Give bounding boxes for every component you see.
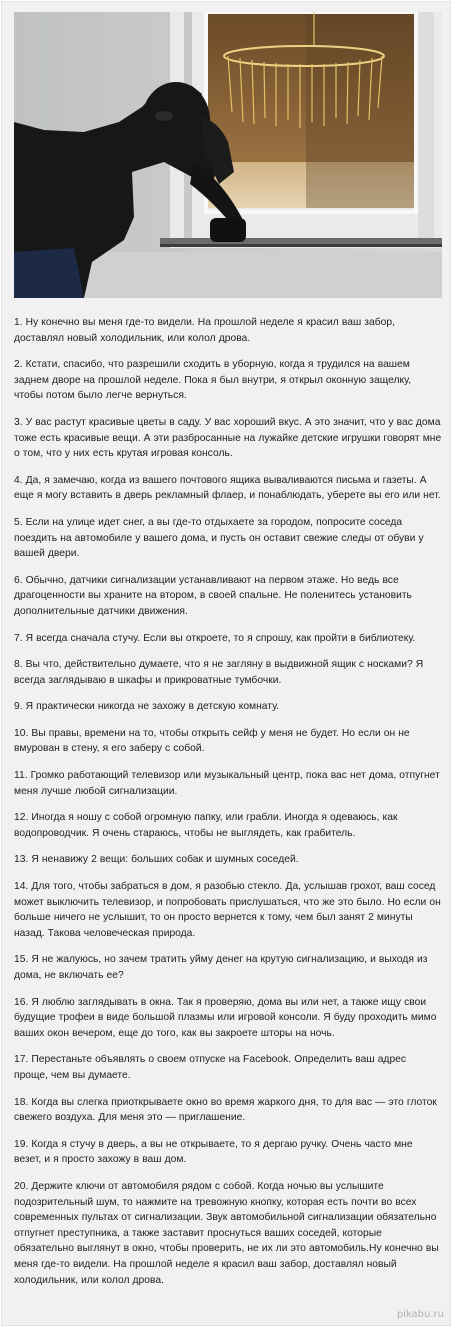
- tip-item: 12. Иногда я ношу с собой огромную папку, или грабли. Иногда я одеваюсь, как водопроводчик. Я очень стараюсь, чтобы не выглядеть, как грабитель.: [14, 812, 398, 839]
- tip-item: 1. Ну конечно вы меня где-то видели. На прошлой неделе я красил ваш забор, доставлял новый холодильник, или колол дрова.: [14, 317, 395, 344]
- tip-item: 5. Если на улице идет снег, а вы где-то отдыхаете за городом, попросите соседа поездить на автомобиле у вашего дома, и пусть он оставит свежие следы от обуви у вашей двери.: [14, 516, 424, 560]
- tip-item: 13. Я ненавижу 2 вещи: больших собак и шумных соседей.: [14, 854, 299, 866]
- tip-item: 7. Я всегда сначала стучу. Если вы откроете, то я спрошу, как пройти в библиотеку.: [14, 632, 416, 644]
- tip-item: 11. Громко работающий телевизор или музыкальный центр, пока вас нет дома, отпугнет меня лучше любой сигнализации.: [14, 770, 440, 797]
- site-watermark: pikabu.ru: [396, 1309, 444, 1320]
- tip-item: 18. Когда вы слегка приоткрываете окно во время жаркого дня, то для вас — это глоток свежего воздуха. Для меня это — приглашение.: [14, 1096, 437, 1124]
- tip-item: 10. Вы правы, времени на то, чтобы открыть сейф у меня не будет. Но если он не вмурован в стену, я его заберу с собой.: [14, 727, 410, 755]
- tip-item: 2. Кстати, спасибо, что разрешили сходить в уборную, когда я трудился на вашем заднем дворе на прошлой неделе. Пока я был внутри, я открыл оконную защелку, чтобы потом было легче вернуться.: [14, 359, 412, 402]
- tip-item: 6. Обычно, датчики сигнализации устанавливают на первом этаже. Но ведь все драгоценности вы храните на втором, в своей спальне. Не поленитесь установить дополнительные датчики движения.: [14, 574, 412, 617]
- tip-item: 3. У вас растут красивые цветы в саду. У вас хороший вкус. А это значит, что у вас дома тоже есть красивые вещи. А эти разбросанные на лужайке детские игрушки говорят мне о том, что у них есть крутая игровая консоль.: [14, 416, 442, 460]
- tip-item: 8. Вы что, действительно думаете, что я не загляну в выдвижной ящик с носками? Я всегда заглядываю в шкафы и прикроватные тумбочки.: [14, 659, 424, 686]
- tip-item: 15. Я не жалуюсь, но зачем тратить уйму денег на крутую сигнализацию, и выходя из дома, не включать ее?: [14, 954, 428, 981]
- tip-item: 14. Для того, чтобы забраться в дом, я разобью стекло. Да, услышав грохот, ваш сосед может выключить телевизор, и попробовать прислушаться, что же это было. Но если он больше ничего не услышит, то он просто вернется к тому, чем был занят 2 минуты назад. Такова человеческая природа.: [14, 881, 441, 939]
- tip-item: 20. Держите ключи от автомобиля рядом с собой. Когда ночью вы услышите подозрительный шум, то нажмите на тревожную кнопку, которая есть почти во всех современных пультах от сигнализации. Звук автомобильной сигнализации обязательно отпугнет преступника, а также заставит проснуться ваших соседей, которые обязательно выглянут в окно, чтобы проверить, не их ли это автомобиль.Ну конечно вы меня где-то видели. На прошлой неделе я красил ваш забор, доставлял новый холодильник, или колол дрова.: [14, 1180, 439, 1286]
- post-card: [1, 1, 451, 1326]
- tip-item: 16. Я люблю заглядывать в окна. Так я проверяю, дома вы или нет, а также ищу свои будущие трофеи в виде большой плазмы или игровой консоли. Я буду проходить мимо ваших окон вечером, еще до того, как вы закроете шторы на ночь.: [14, 996, 437, 1039]
- tip-item: 17. Перестаньте объявлять о своем отпуске на Facebook. Определить ваш адрес проще, чем вы думаете.: [14, 1054, 407, 1081]
- tip-item: 19. Когда я стучу в дверь, а вы не открываете, то я дергаю ручку. Очень часто мне везет, и я просто захожу в ваш дом.: [14, 1138, 413, 1166]
- burglar-photo: [14, 12, 442, 298]
- tip-item: 4. Да, я замечаю, когда из вашего почтового ящика вываливаются письма и газеты. А еще я могу вставить в дверь рекламный флаер, и понаблюдать, уберете вы его или нет.: [14, 474, 441, 502]
- tips-list: [14, 315, 442, 1299]
- tip-item: 9. Я практически никогда не захожу в детскую комнату.: [14, 701, 280, 713]
